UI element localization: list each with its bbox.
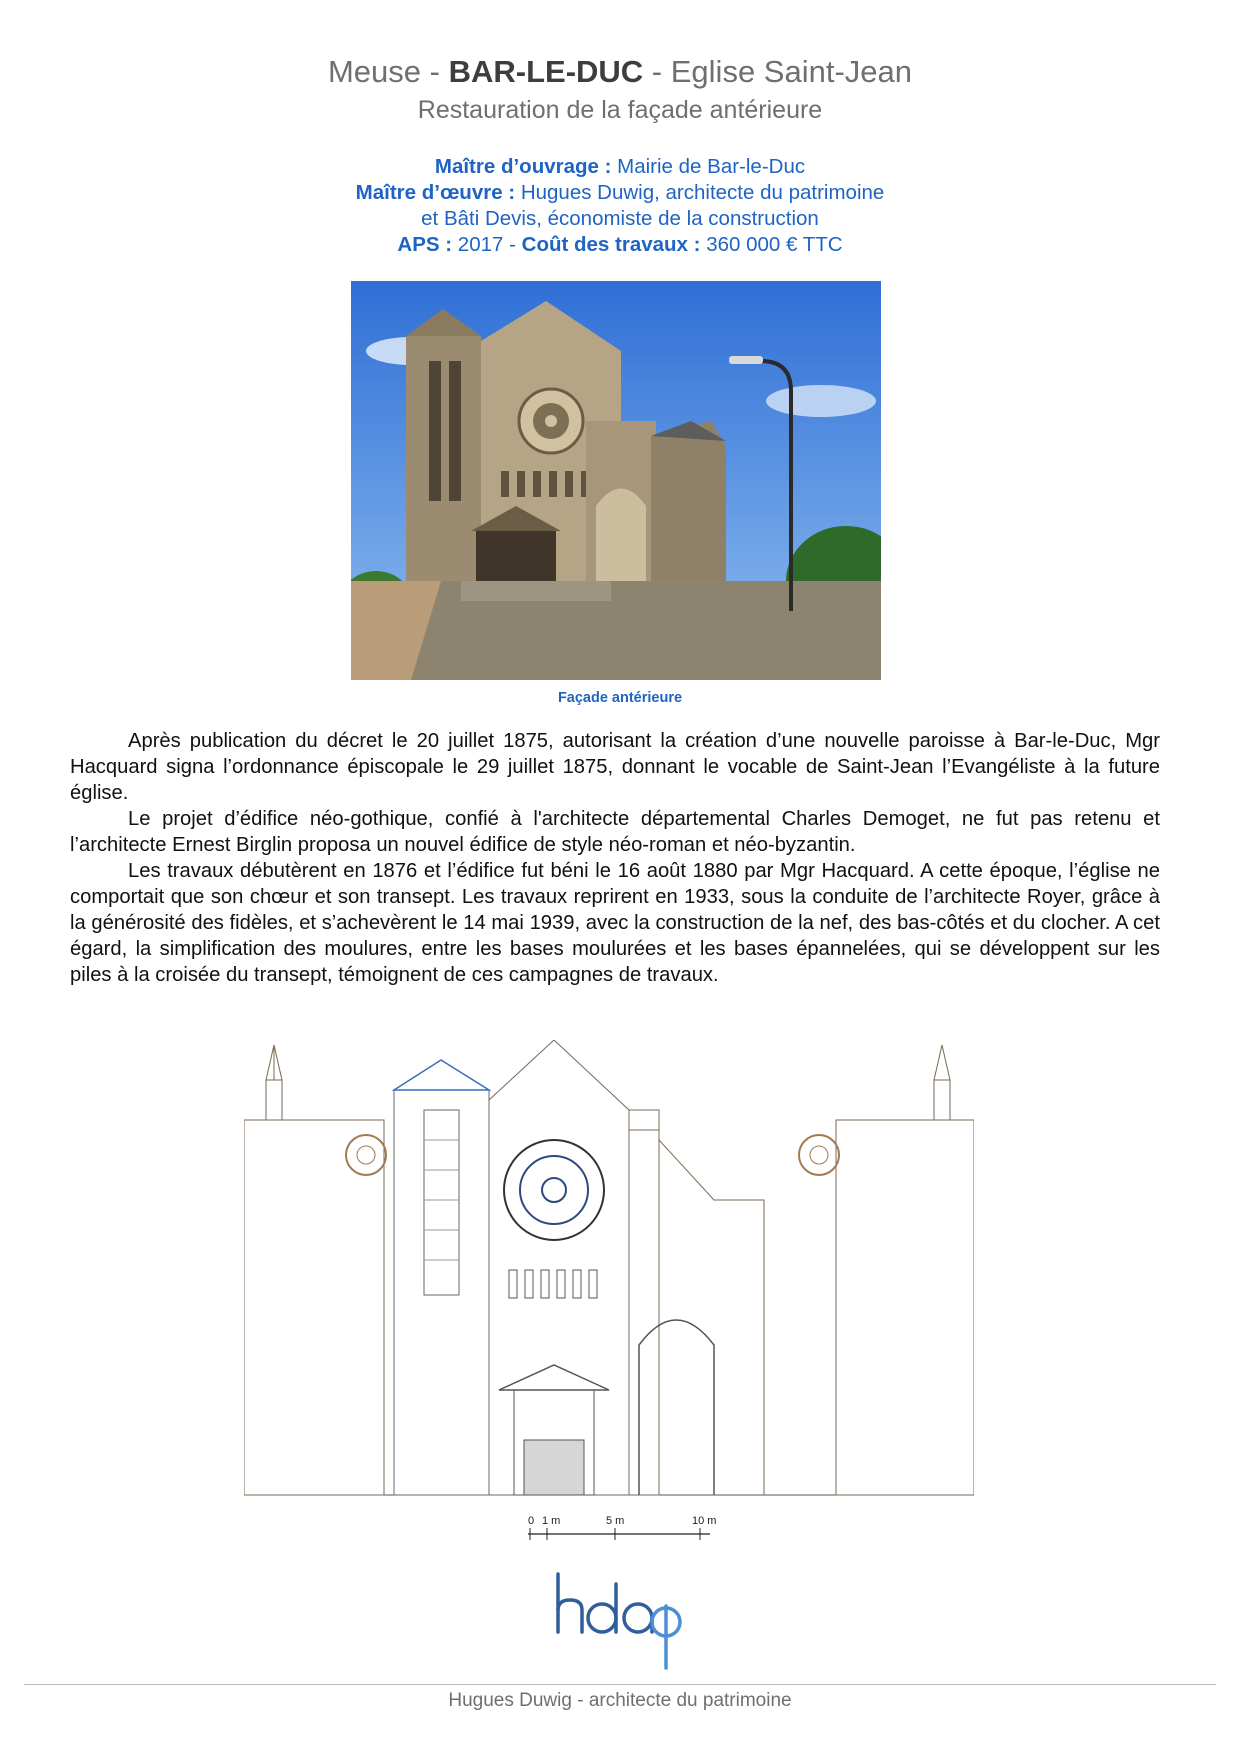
designer-line-2: et Bâti Devis, économiste de la construction (421, 207, 819, 230)
history-paragraph: Le projet d’édifice néo-gothique, confié à l'architecte départemental Charles Demoget, ne fut pas retenu et l’architecte Ernest Birglin proposa un nouvel édifice de style néo-roman et néo-byzantin. (70, 808, 1160, 856)
designer-label: Maître d’œuvre : (355, 181, 516, 204)
aps-label: APS : (397, 233, 453, 256)
title-city: BAR-LE-DUC (448, 54, 644, 89)
history-paragraph: Après publication du décret le 20 juillet 1875, autorisant la création d’une nouvelle paroisse à Bar-le-Duc, Mgr Hacquard signa l’ordonnance épiscopale le 29 juillet 1875, donnant le vocable de Saint-Jean l’Evangéliste à la future église. (70, 730, 1160, 804)
designer-line (0, 180, 1240, 206)
scale-label: 1 m (542, 1515, 561, 1527)
designer-value: Hugues Duwig, architecte du patrimoine (515, 181, 885, 204)
aps-value: 2017 - (452, 233, 522, 256)
client-label: Maître d’ouvrage : (434, 155, 612, 178)
cost-value: 360 000 € TTC (700, 233, 843, 256)
church-photo (351, 281, 881, 680)
history-paragraph: Les travaux débutèrent en 1876 et l’édifice fut béni le 16 août 1880 par Mgr Hacquard. A cette époque, l’église ne comportait que son chœur et son transept. Les travaux reprirent en 1933, sous la conduite de l’architecte Royer, grâce à la générosité des fidèles, et s’achevèrent le 14 mai 1939, avec la construction de la nef, des bas-côtés et du clocher. A cet égard, la simplification des moulures, entre les bases moulurées et les bases épannelées, qui se développent sur les piles à la croisée du transept, témoignent de ces campagnes de travaux. (70, 860, 1160, 986)
scale-bar (520, 1512, 730, 1552)
title-separator: - (643, 54, 671, 89)
history-text (70, 728, 1160, 988)
facade-elevation-drawing (244, 1040, 974, 1520)
photo-caption: Façade antérieure (557, 690, 683, 706)
project-info (0, 154, 1240, 258)
title-separator: - (421, 54, 449, 89)
scale-label: 10 m (692, 1515, 717, 1527)
title-department: Meuse (327, 54, 422, 89)
client-value: Mairie de Bar-le-Duc (611, 155, 806, 178)
cost-label: Coût des travaux : (521, 233, 701, 256)
footer-text: Hugues Duwig - architecte du patrimoine (448, 1690, 792, 1711)
title-building: Eglise Saint-Jean (670, 54, 912, 89)
scale-label: 5 m (606, 1515, 625, 1527)
aps-line (0, 232, 1240, 258)
page-subtitle: Restauration de la façade antérieure (417, 96, 823, 124)
hdap-logo (552, 1570, 684, 1672)
footer-rule (24, 1684, 1216, 1685)
page-title (0, 52, 1240, 92)
scale-label: 0 (528, 1515, 535, 1527)
client-line (0, 154, 1240, 180)
